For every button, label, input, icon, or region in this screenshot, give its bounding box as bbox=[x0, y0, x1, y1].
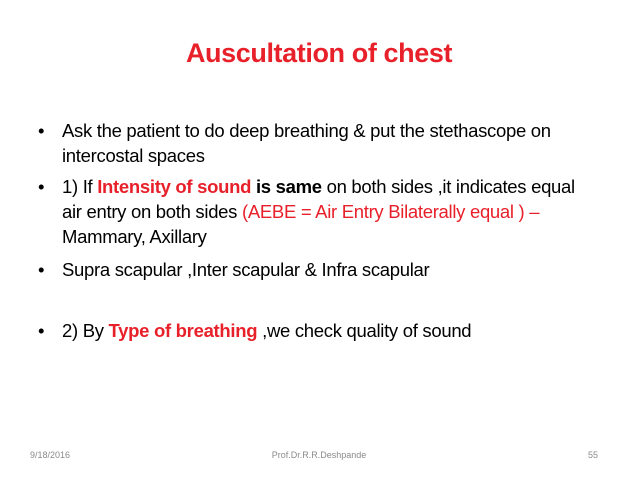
bullet-dot: • bbox=[38, 259, 45, 280]
bullet-list bbox=[38, 118, 598, 343]
bullet-dot: • bbox=[38, 320, 45, 341]
bullet-text-suffix: ,we check quality of sound bbox=[257, 320, 472, 341]
is-same-emphasis: is same bbox=[255, 176, 322, 197]
bullet-dot: • bbox=[38, 120, 45, 141]
intensity-of-sound-highlight: Intensity of sound bbox=[97, 176, 252, 197]
bullet-item-type-of-breathing bbox=[38, 318, 598, 343]
footer-page-number: 55 bbox=[587, 450, 598, 460]
bullet-text-prefix: 1) If bbox=[62, 176, 98, 197]
footer-date: 9/18/2016 bbox=[30, 450, 71, 460]
bullet-dot: • bbox=[38, 176, 45, 197]
bullet-item-deep-breathing bbox=[38, 118, 598, 168]
aebe-definition: (AEBE = Air Entry Bilaterally equal ) – bbox=[241, 201, 540, 222]
bullet-item-intensity bbox=[38, 174, 598, 249]
bullet-text-suffix: Mammary, Axillary bbox=[62, 226, 207, 247]
type-of-breathing-highlight: Type of breathing bbox=[108, 320, 258, 341]
footer-author: Prof.Dr.R.R.Deshpande bbox=[271, 450, 367, 460]
bullet-text: Ask the patient to do deep breathing & put the stethascope on intercostal spaces bbox=[62, 120, 551, 166]
slide-title: Auscultation of chest bbox=[185, 38, 453, 68]
bullet-text-middle: on both sides ,it indicates equal air entry on both sides bbox=[62, 176, 575, 222]
bullet-text: Supra scapular ,Inter scapular & Infra scapular bbox=[62, 259, 430, 280]
bullet-text-prefix: 2) By bbox=[62, 320, 109, 341]
bullet-item-scapular bbox=[38, 257, 598, 282]
